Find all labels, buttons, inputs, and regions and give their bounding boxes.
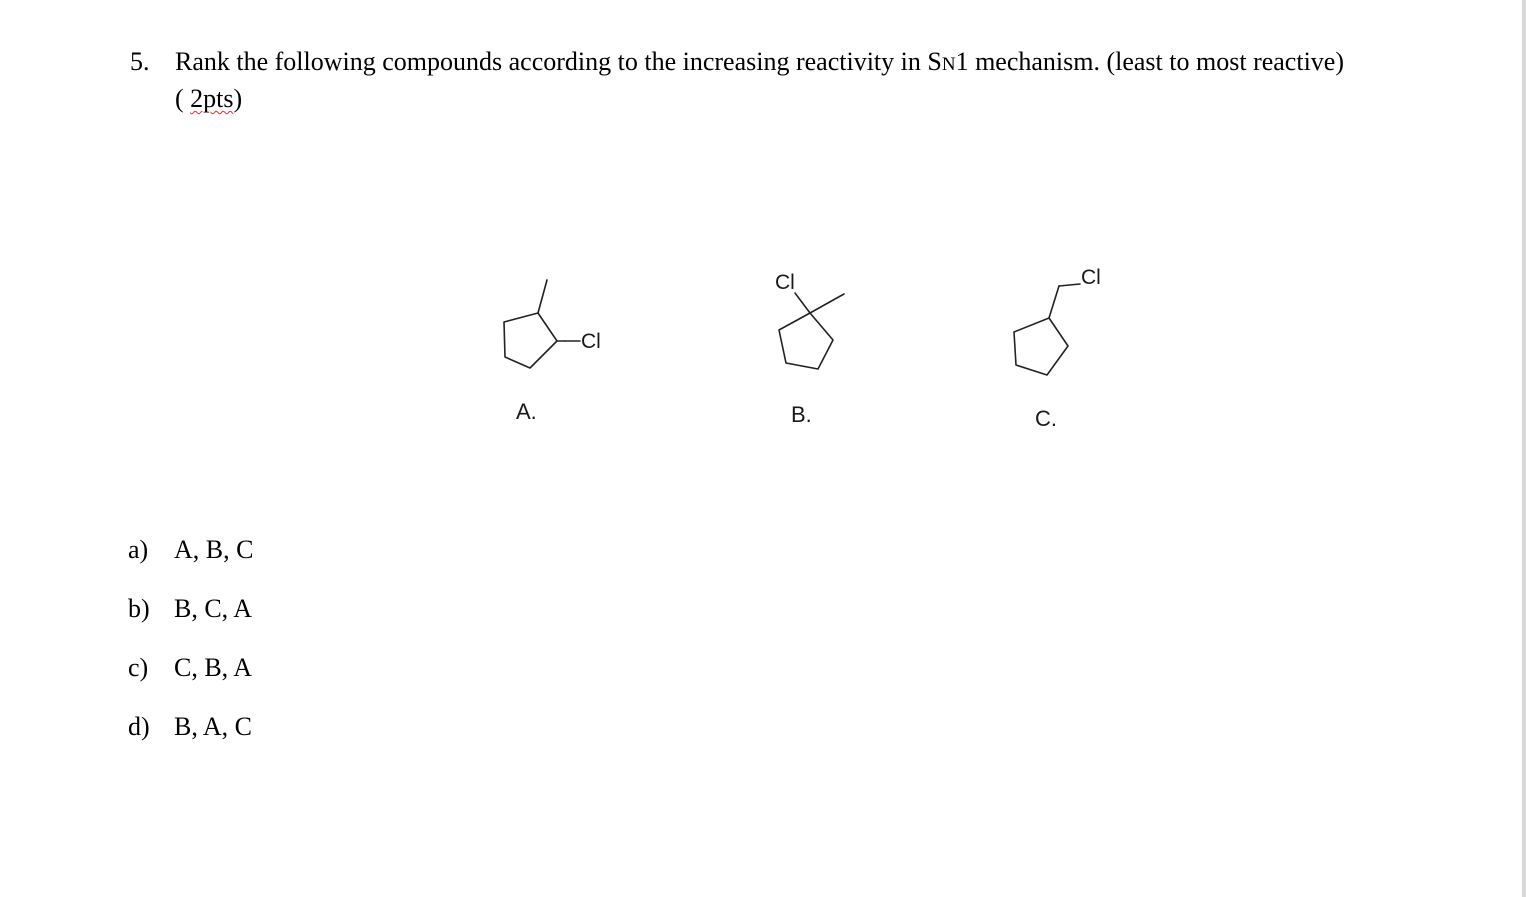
compound-a-label: A. — [516, 399, 537, 424]
compound-c-structure — [1014, 284, 1080, 375]
compound-a-cl-label: Cl — [581, 330, 601, 353]
option-text: C, B, A — [174, 653, 253, 682]
compound-b-cl-label: Cl — [775, 271, 795, 294]
compound-c-label: C. — [1035, 406, 1057, 431]
option-text: A, B, C — [174, 535, 254, 564]
option-letter: b) — [128, 594, 150, 623]
points-open: ( — [175, 84, 191, 113]
option-text: B, A, C — [174, 712, 253, 741]
compound-b-ring — [779, 313, 833, 369]
option-letter: a) — [128, 535, 149, 564]
compound-c-cl-label: Cl — [1081, 266, 1101, 289]
compound-b-methyl-bond — [810, 294, 844, 313]
question-text-end: 1 mechanism. (least to most reactive) — [955, 47, 1344, 76]
option-text: B, C, A — [174, 594, 253, 623]
compound-c-ring — [1014, 318, 1068, 375]
compound-c-chain-bond-2 — [1059, 284, 1080, 286]
points-close: ) — [233, 84, 243, 113]
subscript-n: N — [941, 54, 956, 75]
compound-b-label: B. — [791, 402, 812, 427]
compound-a-structure — [504, 280, 580, 368]
points-word: 2pts — [190, 84, 234, 113]
question-text-start: Rank the following compounds according to the increasing reactivity in S — [175, 47, 942, 76]
compound-a-ring — [504, 313, 557, 368]
compound-b-structure — [779, 293, 844, 369]
question-number: 5. — [130, 47, 150, 76]
option-letter: c) — [128, 653, 149, 682]
compound-b-cl-bond — [795, 293, 810, 313]
compound-c-chain-bond-1 — [1049, 286, 1059, 318]
compound-a-methyl-bond — [538, 280, 547, 313]
option-letter: d) — [128, 712, 150, 741]
